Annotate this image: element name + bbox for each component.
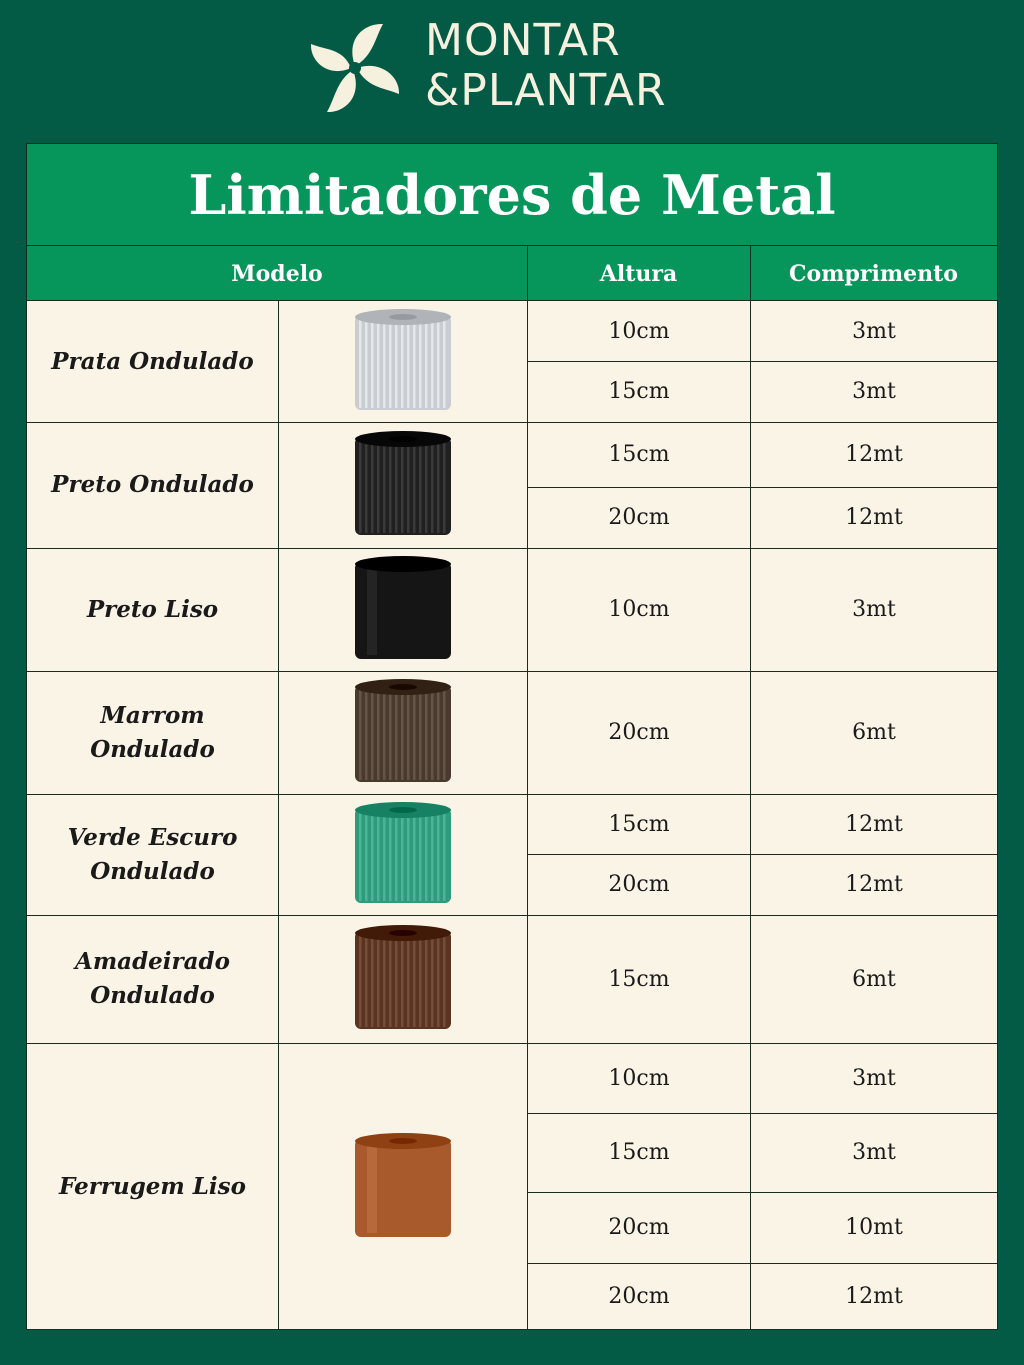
- header-length: Comprimento: [789, 260, 958, 287]
- height-value: 20cm: [608, 505, 670, 530]
- product-image: [279, 671, 527, 794]
- height-value: 20cm: [608, 1215, 670, 1240]
- height-value: 20cm: [608, 1284, 670, 1309]
- brand-logo: [0, 0, 1024, 130]
- brand-line2: &PLANTAR: [425, 65, 667, 116]
- black-smooth-edging-roll: [353, 554, 453, 665]
- model-name-line: Ondulado: [90, 857, 215, 885]
- product-image: [279, 548, 527, 671]
- header-height: Altura: [599, 260, 678, 287]
- height-value: 15cm: [608, 1140, 670, 1165]
- brand-wordmark: [425, 16, 667, 116]
- height-value: 10cm: [608, 318, 670, 344]
- height-value: 10cm: [608, 1065, 670, 1091]
- brown-corrugated-edging-roll: [353, 677, 453, 788]
- rust-smooth-edging-roll: [353, 1131, 453, 1243]
- length-value: 3mt: [852, 379, 896, 404]
- height-value: 15cm: [608, 442, 670, 467]
- black-corrugated-edging-roll: [353, 429, 453, 541]
- model-name: Ferrugem Liso: [59, 1172, 246, 1200]
- length-value: 12mt: [845, 442, 903, 467]
- length-value: 3mt: [852, 1140, 896, 1165]
- length-value: 6mt: [852, 720, 896, 745]
- length-value: 12mt: [845, 505, 903, 530]
- silver-corrugated-edging-roll: [353, 307, 453, 416]
- table-title: Limitadores de Metal: [27, 144, 997, 246]
- length-value: 12mt: [845, 1284, 903, 1309]
- length-value: 10mt: [845, 1215, 903, 1240]
- leaf-swirl-icon: [305, 18, 405, 118]
- product-image: [279, 794, 527, 915]
- model-name: [27, 915, 278, 1043]
- model-name: Preto Liso: [86, 595, 219, 623]
- model-name: Marrom Ondulado: [90, 701, 215, 763]
- table-header-row: [27, 246, 997, 301]
- height-value: 15cm: [608, 379, 670, 404]
- model-name: [27, 794, 278, 915]
- model-name-line: Verde Escuro: [67, 823, 238, 851]
- length-value: 3mt: [852, 1065, 896, 1091]
- height-value: 15cm: [608, 811, 670, 837]
- model-name: Prata Ondulado: [51, 347, 254, 375]
- wood-corrugated-edging-roll: [353, 923, 453, 1035]
- height-value: 20cm: [608, 872, 670, 897]
- model-name-line: Amadeirado: [75, 948, 230, 975]
- product-image: [279, 301, 527, 422]
- brand-line1: MONTAR: [425, 15, 621, 66]
- product-image: [279, 1043, 527, 1330]
- length-value: 12mt: [845, 872, 903, 897]
- product-image: [279, 422, 527, 548]
- length-value: 3mt: [852, 597, 896, 622]
- length-value: 6mt: [852, 966, 896, 992]
- product-table: [26, 143, 998, 1330]
- height-value: 20cm: [608, 720, 670, 745]
- dark-green-corrugated-edging-roll: [353, 800, 453, 909]
- header-model: Modelo: [231, 260, 323, 287]
- height-value: 15cm: [608, 966, 670, 992]
- length-value: 12mt: [845, 811, 903, 837]
- length-value: 3mt: [852, 318, 896, 344]
- model-name-line: Ondulado: [90, 982, 215, 1009]
- height-value: 10cm: [608, 597, 670, 622]
- model-name: Preto Ondulado: [51, 471, 254, 498]
- product-image: [279, 915, 527, 1043]
